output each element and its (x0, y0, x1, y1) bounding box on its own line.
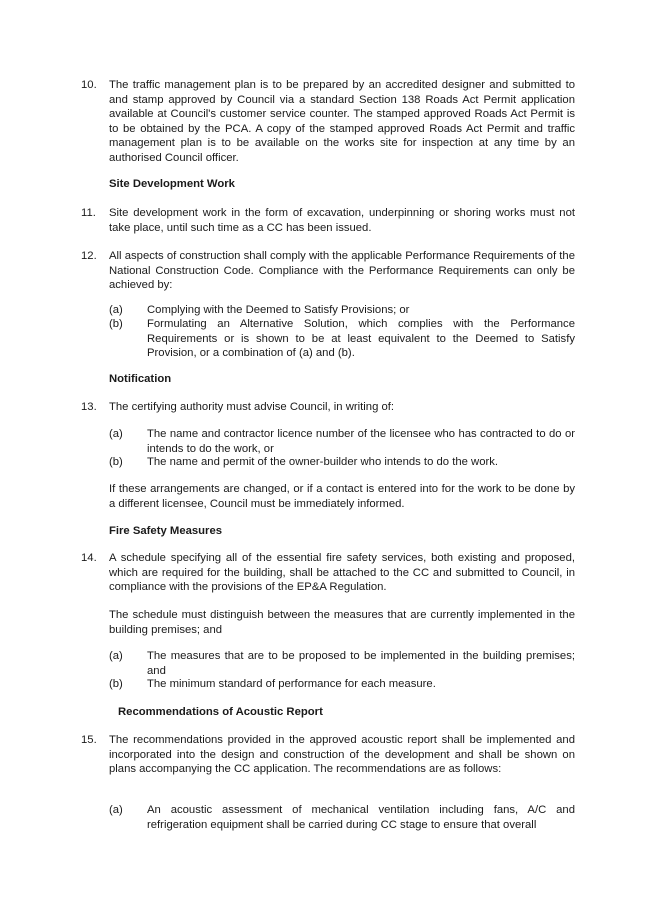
sub-item-text: The minimum standard of performance for each measure. (147, 678, 436, 690)
sub-item (109, 455, 575, 470)
sub-item-text: Complying with the Deemed to Satisfy Provisions; or (147, 304, 410, 316)
heading-fire-safety-measures: Fire Safety Measures (109, 525, 223, 537)
clause-12 (81, 249, 575, 293)
clause-15 (81, 733, 575, 777)
clause-number: 14. (81, 552, 97, 564)
clause-number: 15. (81, 734, 97, 746)
clause-13-note: If these arrangements are changed, or if a contact is entered into for the work to be done by a different licensee, Council must be immediately informed. (109, 483, 575, 510)
sub-item-label: (a) (109, 650, 123, 662)
sub-item (109, 317, 575, 361)
clause-10 (81, 78, 575, 166)
sub-item-label: (a) (109, 428, 123, 440)
sub-item-text: The measures that are to be proposed to be implemented in the building premises; and (147, 650, 575, 677)
heading-notification: Notification (109, 373, 172, 385)
clause-number: 10. (81, 79, 97, 91)
sub-item (109, 677, 575, 692)
sub-item-label: (a) (109, 804, 123, 816)
sub-item-label: (b) (109, 456, 123, 468)
clause-text: The recommendations provided in the approved acoustic report shall be implemented and incorporated into the design and construction of the development and shall be shown on plans accompanying the CC application. The recommendations are as follows: (109, 734, 575, 776)
heading-recommendations-acoustic-report: Recommendations of Acoustic Report (118, 706, 323, 718)
sub-item-label: (a) (109, 304, 123, 316)
clause-text: All aspects of construction shall comply with the applicable Performance Requirements of the National Construction Code. Compliance with the Performance Requirements can only be achieved by: (109, 250, 575, 292)
heading-site-development-work: Site Development Work (109, 178, 235, 190)
clause-14-para: The schedule must distinguish between the measures that are currently implemented in the building premises; and (109, 609, 575, 636)
clause-11 (81, 206, 575, 235)
sub-item-text: An acoustic assessment of mechanical ventilation including fans, A/C and refrigeration equipment shall be carried during CC stage to ensure that overall (147, 804, 575, 831)
sub-item-label: (b) (109, 318, 123, 330)
sub-item (109, 649, 575, 678)
clause-text: A schedule specifying all of the essential fire safety services, both existing and proposed, which are required for the building, shall be attached to the CC and submitted to Council, in compliance with the provisions of the EP&A Regulation. (109, 552, 575, 594)
sub-item-text: Formulating an Alternative Solution, which complies with the Performance Requirements or is shown to be at least equivalent to the Deemed to Satisfy Provision, or a combination of (a) and (b). (147, 318, 575, 360)
clause-number: 11. (81, 207, 96, 219)
clause-text: The traffic management plan is to be prepared by an accredited designer and submitted to and stamp approved by Council via a standard Section 138 Roads Act Permit application available at Council's customer service counter. The stamped approved Roads Act Permit is to be obtained by the PCA. A copy of the stamped approved Roads Act Permit and traffic management plan is to be available on the works site for inspection at any time by an authorised Council officer. (109, 79, 575, 164)
clause-13 (81, 400, 575, 415)
sub-item (109, 427, 575, 456)
clause-14 (81, 551, 575, 595)
clause-number: 13. (81, 401, 97, 413)
sub-item (109, 303, 575, 318)
sub-item (109, 803, 575, 832)
sub-item-text: The name and permit of the owner-builder who intends to do the work. (147, 456, 499, 468)
clause-number: 12. (81, 250, 97, 262)
sub-item-text: The name and contractor licence number of the licensee who has contracted to do or intends to do the work, or (147, 428, 575, 455)
sub-item-label: (b) (109, 678, 123, 690)
clause-text: The certifying authority must advise Council, in writing of: (109, 401, 395, 413)
clause-text: Site development work in the form of excavation, underpinning or shoring works must not take place, until such time as a CC has been issued. (109, 207, 575, 234)
